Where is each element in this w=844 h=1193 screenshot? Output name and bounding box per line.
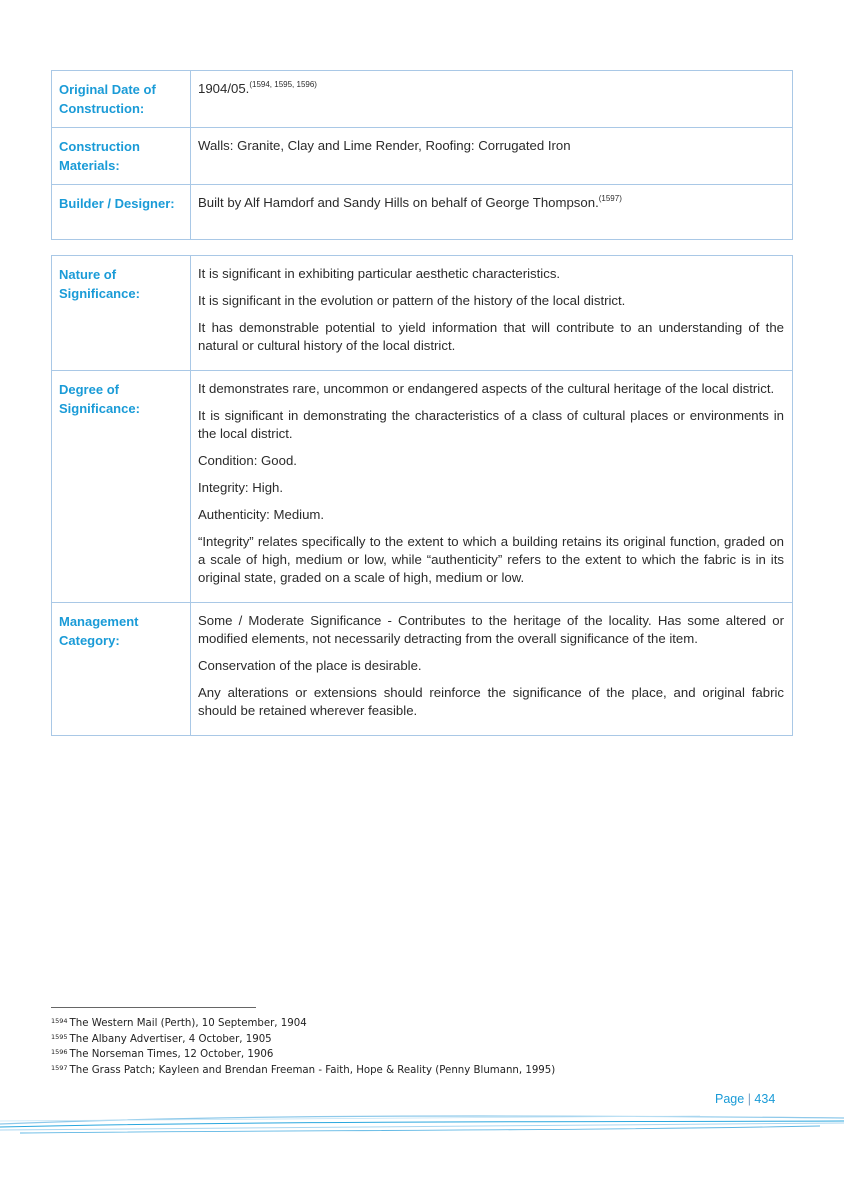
table-row (52, 603, 793, 736)
footnote-divider (51, 1007, 256, 1008)
page-number: Page | 434 (715, 1092, 776, 1106)
construction-details-table (51, 70, 793, 240)
table-row (52, 185, 793, 240)
footnote: $^{1596}$ The Norseman Times, 12 October, 1906 (51, 1048, 274, 1060)
management-category-value (191, 603, 793, 736)
paragraph: It has demonstrable potential to yield information that will contribute to an understanding of the natural or cultural history of the local district. (198, 320, 784, 353)
paragraph: It demonstrates rare, uncommon or endangered aspects of the cultural heritage of the local district. (198, 381, 775, 396)
paragraph: It is significant in exhibiting particular aesthetic characteristics. (198, 266, 561, 281)
builder-designer-label: Builder / Designer: (52, 185, 191, 240)
footnote-ref: (1594, 1595, 1596) (249, 80, 317, 89)
paragraph: Condition: Good. (198, 453, 297, 468)
significance-table (51, 255, 793, 736)
nature-of-significance-label: Nature of Significance: (52, 256, 191, 371)
footnotes (51, 1016, 555, 1078)
degree-of-significance-label: Degree of Significance: (52, 371, 191, 603)
paragraph: Some / Moderate Significance - Contributes to the heritage of the locality. Has some altered or modified elements, not necessarily detracting from the overall significance of the item. (198, 613, 784, 646)
table-row (52, 128, 793, 185)
paragraph: Conservation of the place is desirable. (198, 658, 422, 673)
paragraph: It is significant in the evolution or pattern of the history of the local district. (198, 293, 626, 308)
table-row (52, 71, 793, 128)
builder-designer-value: Built by Alf Hamdorf and Sandy Hills on behalf of George Thompson.$^{(1597)}$ (191, 185, 793, 240)
footer-wave-decoration (0, 1104, 844, 1144)
paragraph: It is significant in demonstrating the characteristics of a class of cultural places or environments in the local district. (198, 408, 784, 441)
table-row (52, 256, 793, 371)
nature-of-significance-value (191, 256, 793, 371)
footnote: $^{1594}$ The Western Mail (Perth), 10 September, 1904 (51, 1017, 307, 1029)
paragraph: “Integrity” relates specifically to the extent to which a building retains its original function, graded on a scale of high, medium or low, while “authenticity” refers to the extent to which the fabric is in its original state, graded on a scale of high, medium or low. (198, 534, 784, 585)
table-row (52, 371, 793, 603)
footnote-ref: (1597) (598, 194, 622, 203)
construction-materials-value: Walls: Granite, Clay and Lime Render, Roofing: Corrugated Iron (191, 128, 793, 185)
footnote: $^{1597}$ The Grass Patch; Kayleen and Brendan Freeman - Faith, Hope & Reality (Penny Blumann, 1995) (51, 1063, 556, 1076)
degree-of-significance-value (191, 371, 793, 603)
original-date-label: Original Date of Construction: (52, 71, 191, 128)
management-category-label: Management Category: (52, 603, 191, 736)
original-date-value: 1904/05.$^{(1594, 1595, 1596)}$ (191, 71, 793, 128)
construction-materials-label: Construction Materials: (52, 128, 191, 185)
paragraph: Integrity: High. (198, 480, 284, 495)
paragraph: Any alterations or extensions should reinforce the significance of the place, and original fabric should be retained wherever feasible. (198, 685, 784, 718)
footnote: $^{1595}$ The Albany Advertiser, 4 October, 1905 (51, 1032, 272, 1045)
paragraph: Authenticity: Medium. (198, 507, 325, 522)
